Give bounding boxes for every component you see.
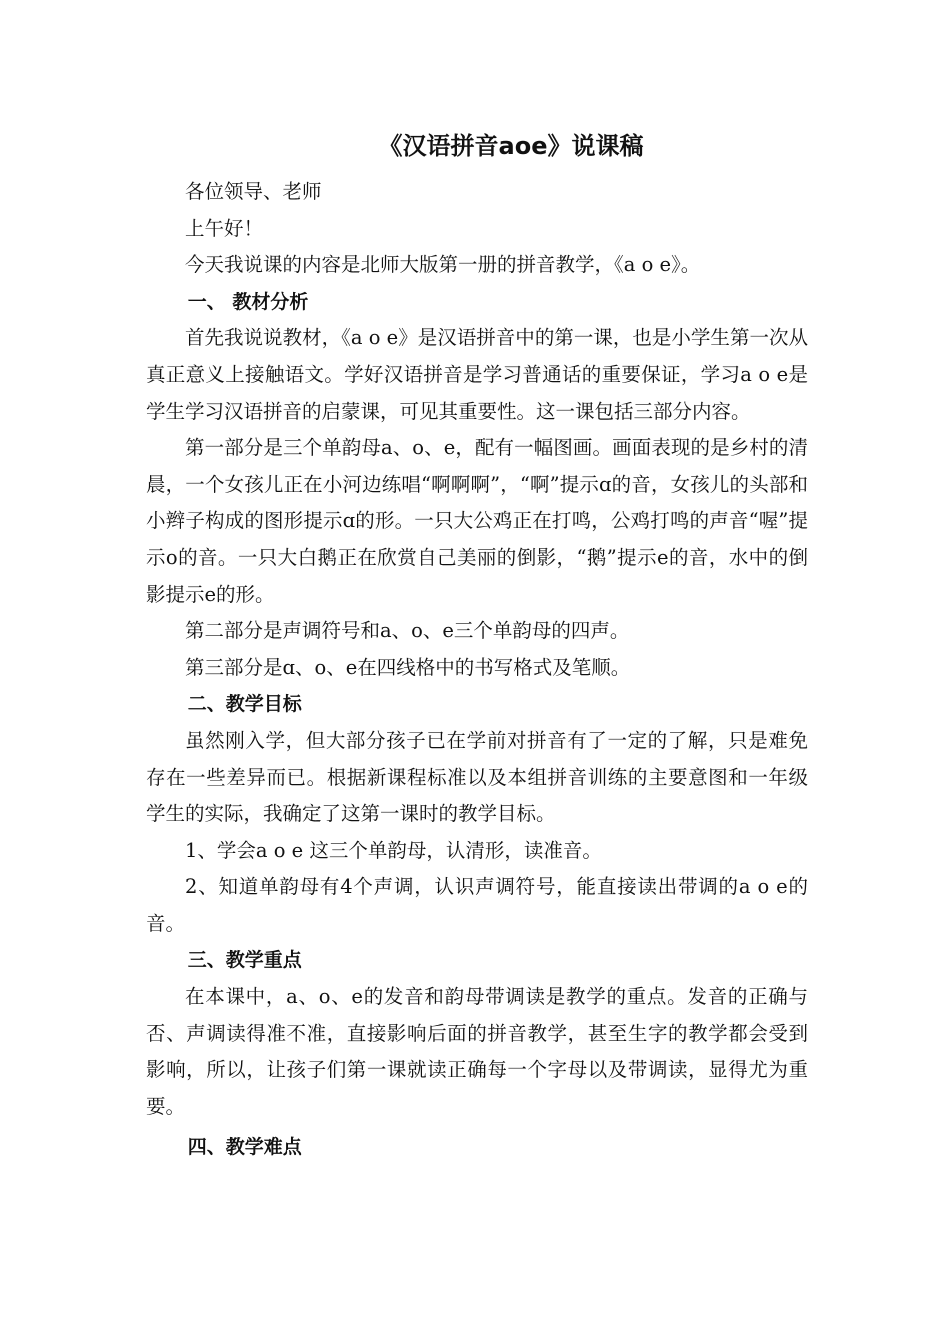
paragraph-objective-1: 1、学会a o e 这三个单韵母，认清形，读准音。 bbox=[185, 838, 602, 862]
paragraph-greeting: 各位领导、老师 bbox=[185, 180, 322, 203]
paragraph-part-one: 第一部分是三个单韵母a、o、e，配有一幅图画。画面表现的是乡村的清晨，一个女孩儿正在小河边练唱“啊啊啊”，“啊”提示ɑ的音，女孩儿的头部和小辫子构成的图形提示ɑ的形。一只大公鸡正在打鸣，公鸡打鸣的声音“喔”提示o的音。一只大白鹅正在欣赏自己美丽的倒影，“鹅”提示e的音，水中的倒影提示e的形。 bbox=[146, 436, 808, 606]
paragraph-good-morning: 上午好！ bbox=[185, 216, 264, 240]
paragraph-objective-2: 2、知道单韵母有4个声调，认识声调符号，能直接读出带调的a o e的音。 bbox=[146, 875, 808, 935]
document-title: 《汉语拼音aoe》说课稿 bbox=[378, 132, 644, 160]
paragraph-key-points: 在本课中，a、o、e的发音和韵母带调读是教学的重点。发音的正确与否、声调读得准不准，直接影响后面的拼音教学，甚至生字的教学都会受到影响，所以，让孩子们第一课就读正确每一个字母以及带调读，显得尤为重要。 bbox=[146, 985, 808, 1118]
section-heading-2: 二、教学目标 bbox=[187, 693, 302, 716]
paragraph-textbook: 首先我说说教材，《a o e》是汉语拼音中的第一课，也是小学生第一次从真正意义上接触语文。学好汉语拼音是学习普通话的重要保证，学习a o e是学生学习汉语拼音的启蒙课，可见其重要性。这一课包括三部分内容。 bbox=[146, 326, 808, 423]
paragraph-objectives: 虽然刚入学，但大部分孩子已在学前对拼音有了一定的了解，只是难免存在一些差异而已。根据新课程标准以及本组拼音训练的主要意图和一年级学生的实际，我确定了这第一课时的教学目标。 bbox=[146, 728, 808, 826]
section-heading-1: 一、 教材分析 bbox=[187, 290, 309, 313]
paragraph-part-three: 第三部分是ɑ、o、e在四线格中的书写格式及笔顺。 bbox=[185, 655, 631, 679]
paragraph-part-two: 第二部分是声调符号和a、o、e三个单韵母的四声。 bbox=[185, 619, 630, 643]
section-heading-3: 三、教学重点 bbox=[187, 949, 302, 972]
paragraph-intro: 今天我说课的内容是北师大版第一册的拼音教学，《a o e》。 bbox=[185, 253, 701, 277]
document-page bbox=[146, 126, 808, 1166]
section-heading-4: 四、教学难点 bbox=[187, 1136, 302, 1159]
